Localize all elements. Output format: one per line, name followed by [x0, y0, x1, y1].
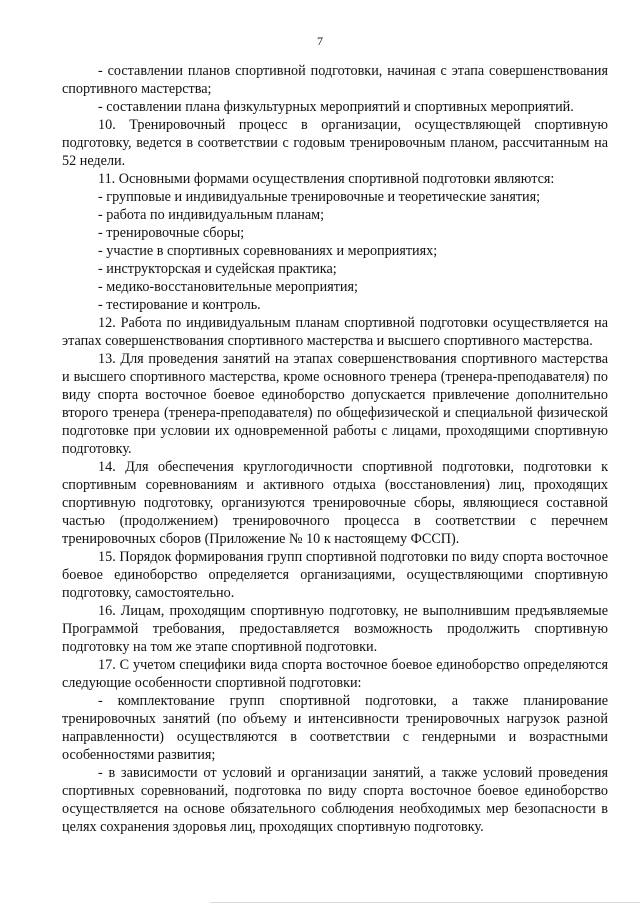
- list-item: - медико-восстановительные мероприятия;: [98, 279, 358, 295]
- paragraph: 11. Основными формами осуществления спортивной подготовки являются:: [98, 171, 555, 187]
- document-body: [62, 62, 608, 836]
- scan-edge-line: [210, 902, 640, 903]
- paragraph: - составлении плана физкультурных мероприятий и спортивных мероприятий.: [98, 99, 574, 115]
- paragraph: - составлении планов спортивной подготовки, начиная с этапа совершенствования спортивного мастерства;: [62, 63, 608, 97]
- paragraph: 16. Лицам, проходящим спортивную подготовку, не выполнившим предъявляемые Программой требования, предоставляется возможность продолжить спортивную подготовку на том же этапе спортивной подготовки.: [62, 603, 608, 655]
- list-item: - тренировочные сборы;: [98, 225, 245, 241]
- paragraph: 14. Для обеспечения круглогодичности спортивной подготовки, подготовки к спортивным соревнованиям и активного отдыха (восстановления) лиц, проходящих спортивную подготовку, организуются тренировочные сборы, являющиеся составной частью (продолжением) тренировочного процесса в соответствии с перечнем тренировочных сборов (Приложение № 10 к настоящему ФССП).: [62, 459, 608, 547]
- list-item: - работа по индивидуальным планам;: [98, 207, 325, 223]
- paragraph: 12. Работа по индивидуальным планам спортивной подготовки осуществляется на этапах совершенствования спортивного мастерства и высшего спортивного мастерства.: [62, 315, 608, 349]
- page-number: 7: [317, 34, 323, 48]
- list-item: - комплектование групп спортивной подготовки, а также планирование тренировочных занятий (по объему и интенсивности тренировочных нагрузок разной направленности) осуществляются в соответствии с гендерными и возрастными особенностями развития;: [62, 693, 608, 763]
- list-item: - групповые и индивидуальные тренировочные и теоретические занятия;: [98, 189, 541, 205]
- list-item: - инструкторская и судейская практика;: [98, 261, 337, 277]
- list-item: - в зависимости от условий и организации занятий, а также условий проведения спортивных соревнований, подготовка по виду спорта восточное боевое единоборство осуществляется на основе обязательного соблюдения необходимых мер безопасности в целях сохранения здоровья лиц, проходящих спортивную подготовку.: [62, 765, 608, 835]
- paragraph: 15. Порядок формирования групп спортивной подготовки по виду спорта восточное боевое единоборство определяется организациями, осуществляющими спортивную подготовку, самостоятельно.: [62, 549, 608, 601]
- paragraph: 17. С учетом специфики вида спорта восточное боевое единоборство определяются следующие особенности спортивной подготовки:: [62, 657, 608, 691]
- list-item: - участие в спортивных соревнованиях и мероприятиях;: [98, 243, 438, 259]
- list-item: - тестирование и контроль.: [98, 297, 261, 313]
- paragraph: 13. Для проведения занятий на этапах совершенствования спортивного мастерства и высшего спортивного мастерства, кроме основного тренера (тренера-преподавателя) по виду спорта восточное боевое единоборство допускается привлечение дополнительно второго тренера (тренера-преподавателя) по общефизической и специальной физической подготовке при условии их одновременной работы с лицами, проходящими спортивную подготовку.: [62, 351, 608, 457]
- paragraph: 10. Тренировочный процесс в организации, осуществляющей спортивную подготовку, ведется в соответствии с годовым тренировочным планом, рассчитанным на 52 недели.: [62, 117, 608, 169]
